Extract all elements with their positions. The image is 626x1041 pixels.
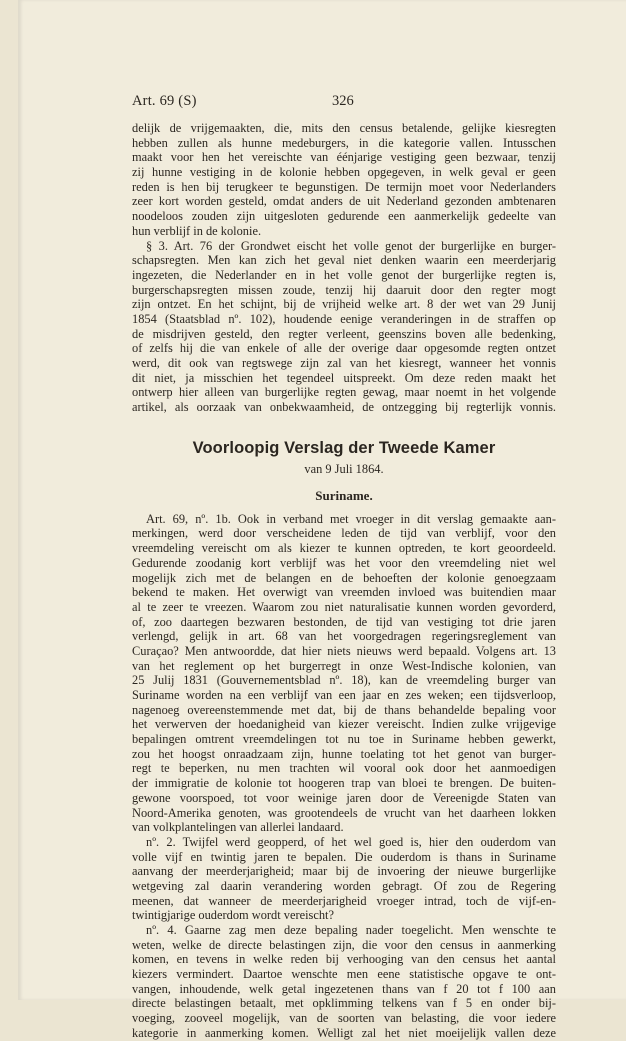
text-line: komen, en tevens in welke reden bij verhooging van den census het aantal xyxy=(132,952,556,967)
text-line: het verwerven der hoedanigheid van kiezer vereischt. Indien zulke vrijgevige xyxy=(132,717,556,732)
text-line: merkingen, werd door verscheidene leden de tijd van verblijf, voor den xyxy=(132,526,556,541)
text-line: nagenoeg overeenstemmende met dat, bij de thans behandelde bepaling voor xyxy=(132,702,556,717)
text-line: zij hunne vestiging in de kolonie hebben opgegeven, in welk geval er geen xyxy=(132,165,556,180)
paragraph-census xyxy=(132,121,556,239)
text-line: al te zeer te vreezen. Waarom zou niet naturalisatie kunnen worden gevorderd, xyxy=(132,599,556,614)
paragraph-no-4 xyxy=(132,923,556,1041)
text-line: volle vijf en twintig jaren te bepalen. Die ouderdom is thans in Suriname xyxy=(132,849,556,864)
text-line: of, zoo daartegen bezwaren bestonden, de tijd van vestiging tot drie jaren xyxy=(132,614,556,629)
text-line: der immigratie de kolonie tot hoogeren trap van bloei te brengen. De buiten- xyxy=(132,776,556,791)
text-line: vangen, inhoudende, welk getal ingezetenen thans van f 20 tot f 100 aan xyxy=(132,981,556,996)
text-line: Curaçao? Men antwoordde, dat hier niets nieuws werd bepaald. Volgens art. 13 xyxy=(132,643,556,658)
text-line: wetgeving zal daarin verandering worden gebragt. Of zou de Regering xyxy=(132,878,556,893)
text-line: verlengd, gelijk in art. 68 van het voorgedragen regeringsreglement van xyxy=(132,629,556,644)
text-line: Gedurende zoodanig kort verblijf was het voor den vreemdeling niet wel xyxy=(132,555,556,570)
text-line: hebben zullen als hunne medeburgers, in die kategorie vallen. Intusschen xyxy=(132,135,556,150)
text-line: aanvang der meerderjarigheid; maar bij de invoering der nieuwe burgerlijke xyxy=(132,864,556,879)
text-line: maakt voor hen het vereischte van éénjarige vestiging geen bezwaar, tenzij xyxy=(132,150,556,165)
text-line: schapsregten. Men kan zich het geval niet denken waarin een meerderjarig xyxy=(132,253,556,268)
text-line: nº. 4. Gaarne zag men deze bepaling nader toegelicht. Men wenschte te xyxy=(146,923,556,937)
text-line: delijk de vrijgemaakten, die, mits den census betalende, gelijke kiesregten xyxy=(132,121,556,135)
page-number: 326 xyxy=(332,93,354,109)
text-line: noodeloos zouden zijn uitgesloten gedurende een aanmerkelijk gedeelte van xyxy=(132,209,556,224)
text-line: van volkplantelingen van allerlei landaard. xyxy=(132,820,344,835)
text-line: nº. 2. Twijfel werd geopperd, of het wel goed is, hier den ouderdom van xyxy=(146,834,556,849)
section-heading: Voorloopig Verslag der Tweede Kamer xyxy=(192,438,496,457)
text-line: regt te beperken, nu men trachten wil vooral ook door het aanmoedigen xyxy=(132,761,556,776)
text-line: gewone voorspoed, tot voor weinige jaren door de Vereenigde Staten van xyxy=(132,790,556,805)
text-line: zeer kort worden gesteld, omdat anders de uit Nederland gezonden ambtenaren xyxy=(132,194,556,209)
text-line: twintigjarige ouderdom wordt vereischt? xyxy=(132,908,334,923)
text-line: weten, welke de directe belastingen zijn, die voor den census in aanmerking xyxy=(132,937,556,952)
text-line: van het reglement op het burgerregt in onze West-Indische kolonien, van xyxy=(132,658,556,673)
text-line: zijn ontzet. En het schijnt, bij de vrijheid welke art. 8 der wet van 29 Junij xyxy=(132,297,556,312)
running-header xyxy=(132,93,556,113)
text-line: § 3. Art. 76 der Grondwet eischt het volle genot der burgerlijke en burger- xyxy=(146,238,556,253)
body-text xyxy=(132,121,556,1041)
text-line: Art. 69, nº. 1b. Ook in verband met vroeger in dit verslag gemaakte aan- xyxy=(146,511,556,526)
text-line: zou het hoogst onraadzaam zijn, hunne toelating tot het genot van burger- xyxy=(132,746,556,761)
text-line: 1854 (Staatsblad nº. 102), houdende eenige veranderingen in de straffen op xyxy=(132,311,556,326)
text-line: meenen, dat wanneer de meerderjarigheid vroeger intrad, toch de vijf-en- xyxy=(132,893,556,908)
text-line: voeging, zooveel mogelijk, van de soorten van belasting, die voor iedere xyxy=(132,1011,556,1026)
text-line: ingezeten, die Nederlander en in het volle genot der burgerlijke regten is, xyxy=(132,267,556,282)
text-line: artikel, als oorzaak van onbekwaamheid, de ontzegging bij regterlijk vonnis. xyxy=(132,400,556,415)
paragraph-no-2 xyxy=(132,835,556,923)
text-line: bekend te maken. Het overwigt van vreemden invloed was buitendien maar xyxy=(132,585,556,600)
text-line: werd, dit ook van regtswege zijn zal van het kiesregt, wanneer het vonnis xyxy=(132,356,556,370)
paragraph-section-3 xyxy=(132,239,556,415)
section-subheading: Suriname. xyxy=(315,487,373,503)
text-line: reden is hen bij terugkeer te begunstigen. De termijn moet voor Nederlanders xyxy=(132,179,556,194)
section-date: van 9 Juli 1864. xyxy=(304,461,384,476)
text-line: hun verblijf in de kolonie. xyxy=(132,223,262,238)
text-line: Noord-Amerika genoten, was grootendeels de vrucht van het daarheen lokken xyxy=(132,805,556,820)
text-line: kiezers vermindert. Daartoe wenschte men eene statistische opgave te ont- xyxy=(132,967,556,982)
text-line: 25 Julij 1831 (Gouvernementsblad nº. 18), kan de vreemdeling burger van xyxy=(132,673,556,688)
text-line: de misdrijven gesteld, den regter verleent, geenszins boven alle bedenking, xyxy=(132,326,556,341)
text-line: dit niet, ja misschien het tegendeel uitspreekt. Om deze reden maakt het xyxy=(132,370,556,385)
article-reference: Art. 69 (S) xyxy=(132,93,197,109)
text-line: Suriname worden na een verblijf van een jaar en zes weken; een tijdsverloop, xyxy=(132,688,556,702)
paragraph-article-69-1b xyxy=(132,512,556,835)
text-line: burgerschapsregten missen zoude, tenzij hij daaruit door den regter mogt xyxy=(132,282,556,297)
text-line: of zelfs hij die van enkele of alle der overige daar opgesomde regten ontzet xyxy=(132,341,556,356)
text-line: vreemdeling vereischt om als kiezer te kunnen optreden, te kort geoordeeld. xyxy=(132,541,556,556)
text-line: directe belastingen betaalt, met opklimming telkens van f 5 en onder bij- xyxy=(132,996,556,1011)
text-line: bepalingen omtrent vreemdelingen tot nu toe in Suriname hebben gewerkt, xyxy=(132,732,556,747)
text-line: mogelijk zich met de belangen en de behoeften der kolonie genoegzaam xyxy=(132,570,556,585)
text-line: kategorie in aanmerking komen. Welligt zal het niet moeijelijk vallen deze xyxy=(132,1025,556,1040)
text-line: ontwerp hier alleen van burgerlijke regten gewag, maar noemt in het volgende xyxy=(132,385,556,400)
